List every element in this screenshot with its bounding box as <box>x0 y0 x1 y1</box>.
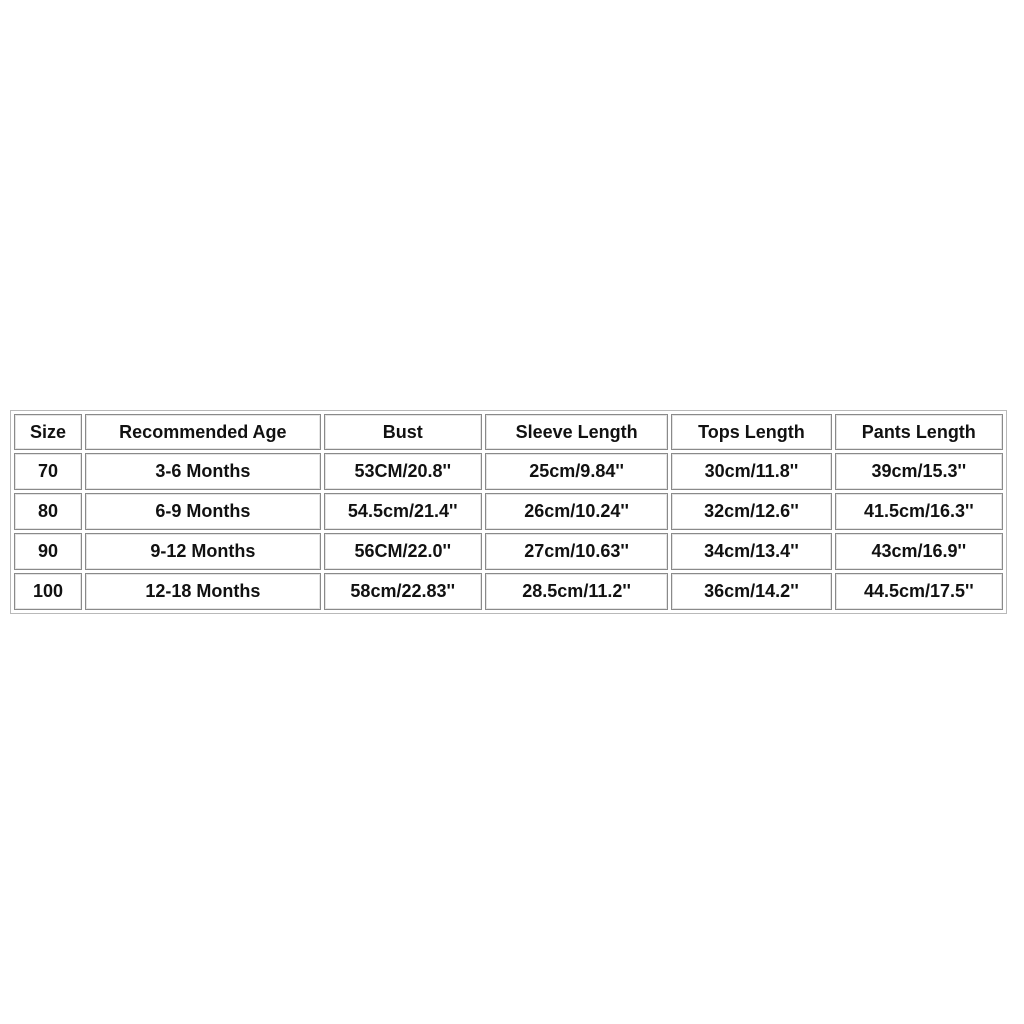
size-chart-table <box>10 410 1007 614</box>
header-recommended-age: Recommended Age <box>85 414 320 450</box>
cell-sleeve: 27cm/10.63'' <box>485 533 668 570</box>
header-pants-length: Pants Length <box>835 414 1003 450</box>
table-row <box>14 493 1003 530</box>
cell-bust: 53CM/20.8'' <box>324 453 482 490</box>
table-row <box>14 453 1003 490</box>
cell-tops: 32cm/12.6'' <box>671 493 831 530</box>
cell-sleeve: 28.5cm/11.2'' <box>485 573 668 610</box>
table-header-row <box>14 414 1003 450</box>
cell-age: 6-9 Months <box>85 493 320 530</box>
header-sleeve-length: Sleeve Length <box>485 414 668 450</box>
header-size: Size <box>14 414 82 450</box>
cell-size: 100 <box>14 573 82 610</box>
header-tops-length: Tops Length <box>671 414 831 450</box>
cell-age: 9-12 Months <box>85 533 320 570</box>
cell-sleeve: 26cm/10.24'' <box>485 493 668 530</box>
header-bust: Bust <box>324 414 482 450</box>
table-row <box>14 573 1003 610</box>
cell-age: 12-18 Months <box>85 573 320 610</box>
cell-bust: 54.5cm/21.4'' <box>324 493 482 530</box>
cell-age: 3-6 Months <box>85 453 320 490</box>
cell-pants: 41.5cm/16.3'' <box>835 493 1003 530</box>
cell-size: 70 <box>14 453 82 490</box>
cell-bust: 58cm/22.83'' <box>324 573 482 610</box>
cell-bust: 56CM/22.0'' <box>324 533 482 570</box>
cell-pants: 43cm/16.9'' <box>835 533 1003 570</box>
cell-pants: 39cm/15.3'' <box>835 453 1003 490</box>
cell-pants: 44.5cm/17.5'' <box>835 573 1003 610</box>
cell-sleeve: 25cm/9.84'' <box>485 453 668 490</box>
table-row <box>14 533 1003 570</box>
cell-size: 90 <box>14 533 82 570</box>
cell-tops: 34cm/13.4'' <box>671 533 831 570</box>
cell-size: 80 <box>14 493 82 530</box>
cell-tops: 30cm/11.8'' <box>671 453 831 490</box>
cell-tops: 36cm/14.2'' <box>671 573 831 610</box>
